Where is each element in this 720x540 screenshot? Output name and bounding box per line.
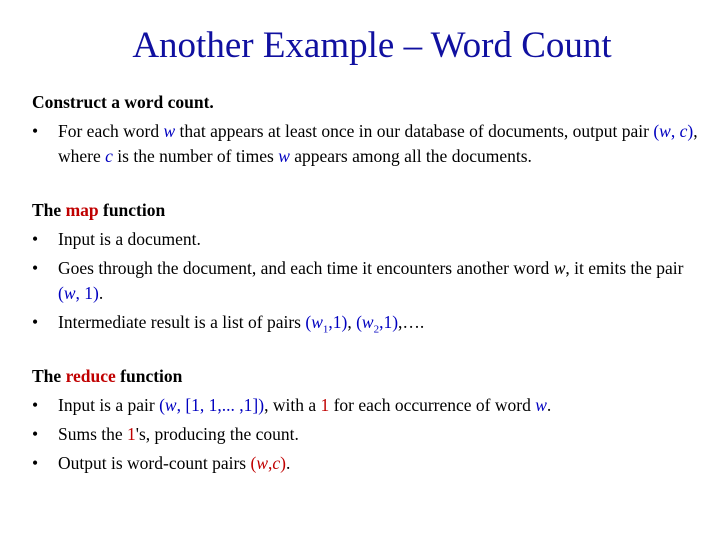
reduce-bullet-2: • Sums the 1's, producing the count. (32, 422, 708, 447)
bullet-dot: • (32, 424, 39, 444)
reduce-heading: The reduce function (32, 366, 183, 386)
map-keyword: map (65, 200, 99, 220)
reduce-keyword: reduce (65, 366, 116, 386)
map-bullet-3: • Intermediate result is a list of pairs $(w_1,1)$, $(w_2,1),\dots$. (32, 312, 425, 336)
word-count-heading: Construct a word count. (32, 92, 214, 112)
reduce-bullet-1: • Input is a pair (w, [1, 1,... ,1]), with a 1 for each occurrence of word w. (32, 393, 708, 418)
bullet-dot: • (32, 453, 39, 473)
slide-content (32, 90, 708, 476)
map-heading: The map function (32, 200, 166, 220)
bullet-dot: • (32, 121, 39, 141)
spacer (32, 169, 708, 198)
bullet-dot: • (32, 395, 39, 415)
word-count-bullet: • For each word w that appears at least once in our database of documents, output pair (w, c), where c is the number of times w appears among all the documents. (32, 121, 698, 166)
slide-title: Another Example – Word Count (132, 25, 612, 66)
bullet-dot: • (32, 258, 39, 278)
bullet-dot: • (32, 229, 39, 249)
bullet-dot: • (32, 312, 39, 332)
map-bullet-2: • Goes through the document, and each time it encounters another word w, it emits the pair (w, 1). (32, 258, 684, 303)
spacer (32, 335, 708, 364)
map-bullet-1: • Input is a document. (32, 227, 708, 252)
reduce-bullet-3: • Output is word-count pairs (w,c). (32, 451, 708, 476)
